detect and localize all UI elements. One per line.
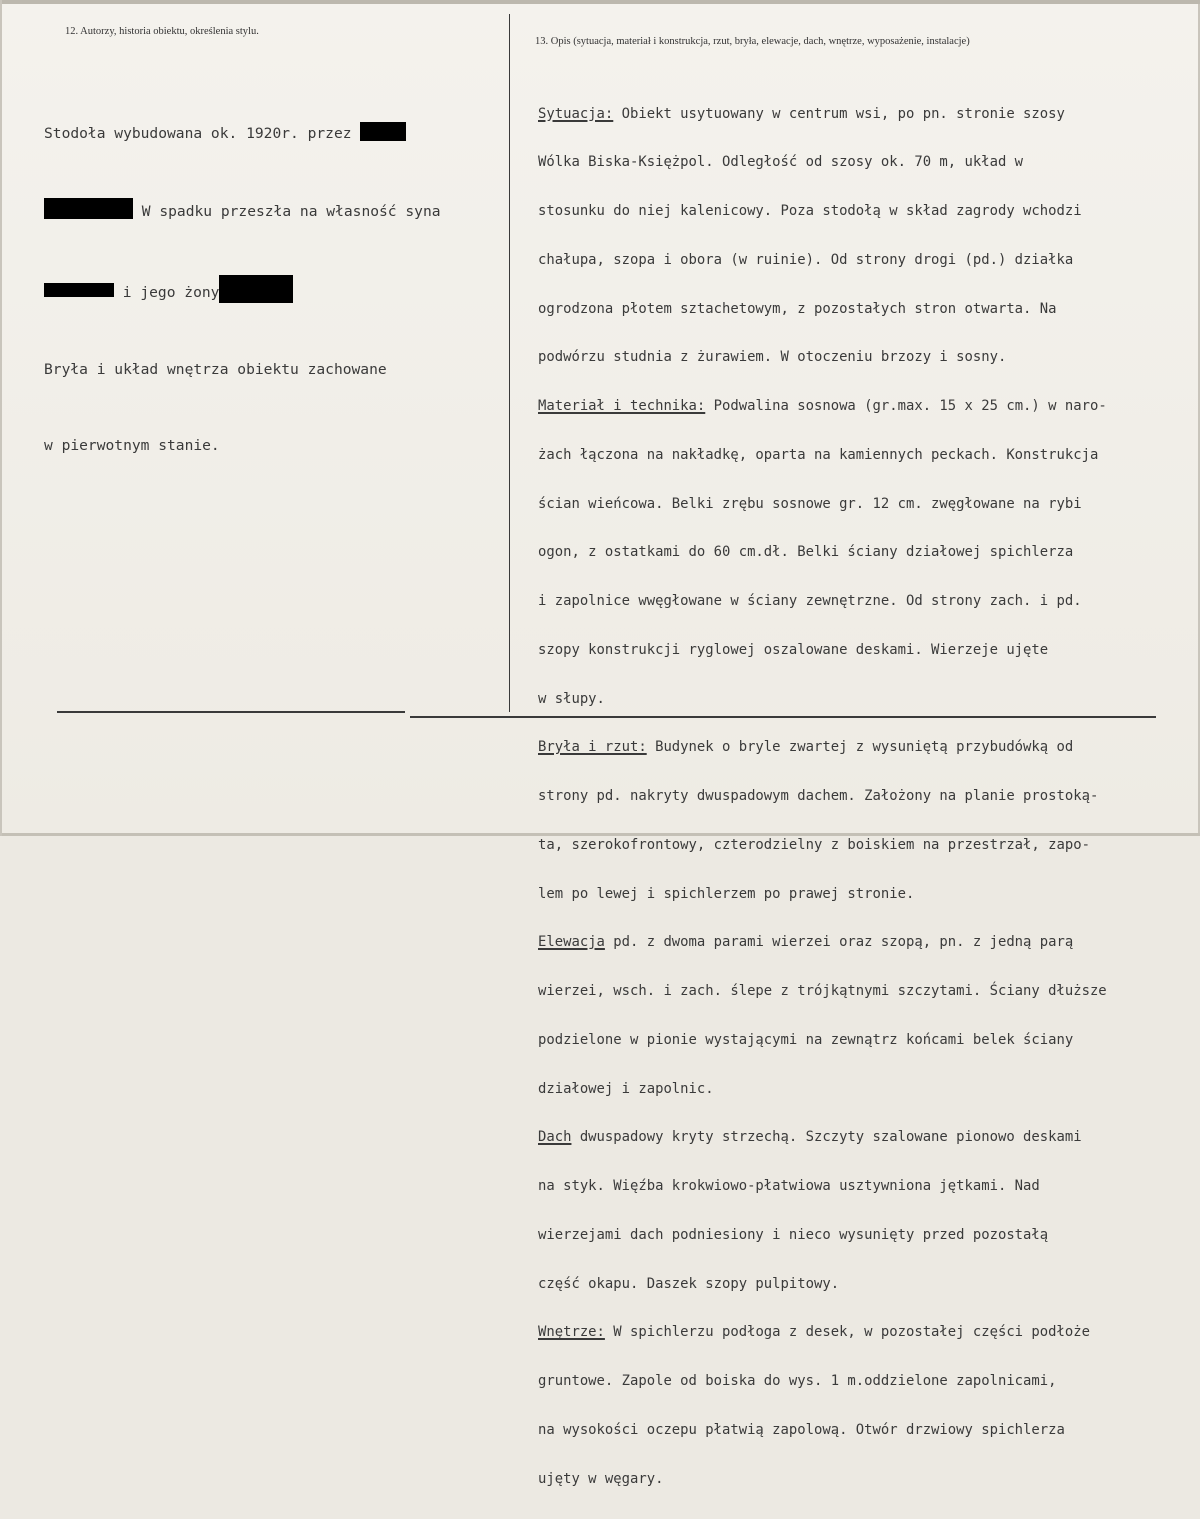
text-line-19: wierzei, wsch. i zach. ślepe z trójkątnymi szczytami. Ściany dłuższe <box>538 983 1107 999</box>
text-line-17: lem po lewej i spichlerzem po prawej stronie. <box>538 885 915 902</box>
text-line-10: ogon, z ostatkami do 60 cm.dł. Belki ściany działowej spichlerza <box>538 544 1074 561</box>
heading-sytuacja: Sytuacja: <box>538 105 614 122</box>
left-line-2 <box>44 198 441 225</box>
bottom-rule-left <box>57 711 405 713</box>
redaction-block <box>44 198 133 219</box>
line-text: Budynek o bryle zwartej z wysuniętą przybudówką od <box>646 739 1074 756</box>
text-line-8: żach łączona na nakładkę, oparta na kamiennych peckach. Konstrukcja <box>538 446 1099 463</box>
line-text: W spadku przeszła na własność syna <box>133 202 441 220</box>
redaction-block <box>360 122 406 141</box>
text-line-1 <box>538 106 1107 122</box>
text-line-22 <box>538 1129 1107 1145</box>
redaction-block <box>44 283 114 297</box>
text-line-13: w słupy. <box>538 690 605 707</box>
section-12-header: 12. Autorzy, historia obiektu, określenia stylu. <box>65 26 259 37</box>
text-line-4: chałupa, szopa i obora (w ruinie). Od strony drogi (pd.) działka <box>538 251 1074 268</box>
heading-material: Materiał i technika: <box>538 398 706 414</box>
line-text: i jego żony <box>114 284 220 301</box>
text-line-3: stosunku do niej kalenicowy. Poza stodołą w skład zagrody wchodzi <box>538 203 1082 219</box>
text-line-11: i zapolnice wwęgłowane w ściany zewnętrzne. Od strony zach. i pd. <box>538 593 1082 609</box>
text-line-9: ścian wieńcowa. Belki zrębu sosnowe gr. 12 cm. zwęgłowane na rybi <box>538 495 1082 512</box>
left-line-4: Bryła i układ wnętrza obiektu zachowane <box>44 360 387 378</box>
line-text: W spichlerzu podłoga z desek, w pozostałej części podłoże <box>604 1324 1090 1341</box>
redaction-block <box>219 275 293 303</box>
line-text: Obiekt usytuowany w centrum wsi, po pn. stronie szosy <box>613 105 1065 122</box>
text-line-21: działowej i zapolnic. <box>538 1080 714 1097</box>
text-line-7 <box>538 398 1107 414</box>
line-text: pd. z dwoma parami wierzei oraz szopą, pn. z jedną parą <box>604 934 1074 951</box>
line-text: Stodoła wybudowana ok. 1920r. przez <box>44 125 361 142</box>
section-12-text <box>44 70 441 510</box>
text-line-20: podzielone w pionie wystającymi na zewnątrz końcami belek ściany <box>538 1031 1074 1048</box>
text-line-18 <box>538 934 1107 950</box>
text-line-15: strony pd. nakryty dwuspadowym dachem. Założony na planie prostoką- <box>538 788 1099 804</box>
text-line-29: ujęty w węgary. <box>538 1470 664 1487</box>
column-divider <box>509 14 510 712</box>
text-line-5: ogrodzona płotem sztachetowym, z pozostałych stron otwarta. Na <box>538 300 1057 317</box>
section-13-header: 13. Opis (sytuacja, materiał i konstrukcja, rzut, bryła, elewacje, dach, wnętrze, wyposażenie, instalacje) <box>535 36 970 47</box>
text-line-26 <box>538 1324 1107 1340</box>
line-text: Podwalina sosnowa (gr.max. 15 x 25 cm.) w naro- <box>705 398 1107 414</box>
text-line-28: na wysokości oczepu płatwią zapolową. Otwór drzwiowy spichlerza <box>538 1421 1065 1438</box>
heading-elewacja: Elewacja <box>538 934 605 951</box>
text-line-27: gruntowe. Zapole od boiska do wys. 1 m.oddzielone zapolnicami, <box>538 1373 1057 1389</box>
text-line-25: część okapu. Daszek szopy pulpitowy. <box>538 1275 840 1292</box>
top-edge <box>2 0 1200 4</box>
heading-dach: Dach <box>538 1129 572 1146</box>
left-line-1 <box>44 121 441 147</box>
left-line-3 <box>44 275 441 306</box>
heading-bryla: Bryła i rzut: <box>538 739 647 756</box>
text-line-23: na styk. Więźba krokwiowo-płatwiowa usztywniona jętkami. Nad <box>538 1178 1040 1194</box>
line-text: dwuspadowy kryty strzechą. Szczyty szalowane pionowo deskami <box>571 1129 1082 1146</box>
text-line-6: podwórzu studnia z żurawiem. W otoczeniu brzozy i sosny. <box>538 349 1007 366</box>
section-13-text <box>538 73 1107 1519</box>
text-line-12: szopy konstrukcji ryglowej oszalowane deskami. Wierzeje ujęte <box>538 641 1049 658</box>
text-line-2: Wólka Biska-Księżpol. Odległość od szosy ok. 70 m, układ w <box>538 154 1024 171</box>
text-line-16: ta, szerokofrontowy, czterodzielny z boiskiem na przestrzał, zapo- <box>538 836 1090 853</box>
text-line-14 <box>538 739 1107 755</box>
heading-wnetrze: Wnętrze: <box>538 1324 605 1341</box>
text-line-24: wierzejami dach podniesiony i nieco wysunięty przed pozostałą <box>538 1226 1049 1243</box>
left-line-5: w pierwotnym stanie. <box>44 437 220 454</box>
